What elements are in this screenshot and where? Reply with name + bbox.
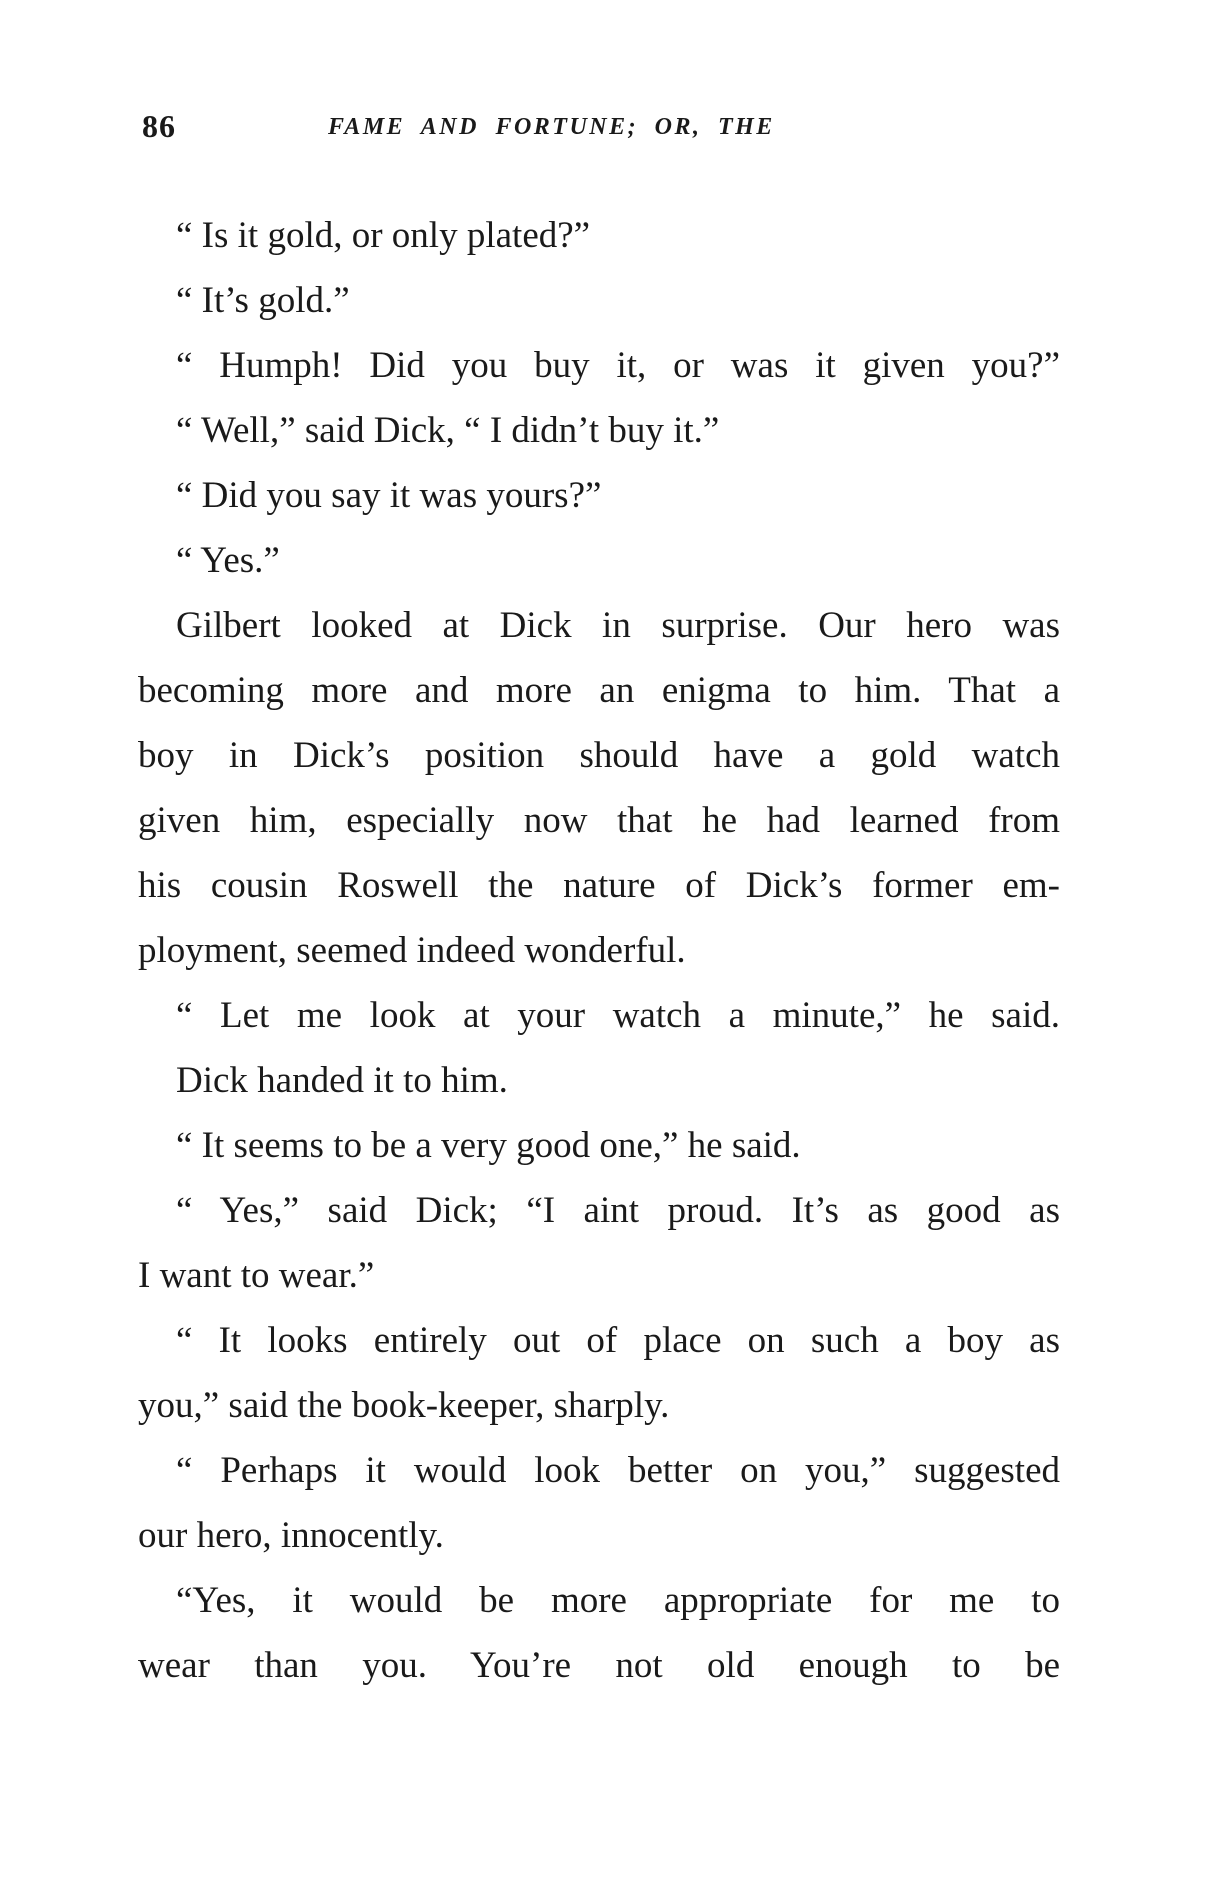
page-number: 86 [142, 108, 176, 144]
text-line: “ Well,” said Dick, “ I didn’t buy it.” [176, 410, 720, 451]
body-text [138, 203, 1060, 1698]
page-header [138, 108, 1068, 148]
text-line: “ Did you say it was yours?” [176, 475, 602, 516]
text-line: “ Is it gold, or only plated?” [176, 215, 591, 256]
text-line: Dick handed it to him. [176, 1060, 508, 1101]
text-line: ployment, seemed indeed wonderful. [138, 930, 686, 971]
text-line: “ It seems to be a very good one,” he said. [176, 1125, 801, 1166]
text-line: “ Let me look at your watch a minute,” he said. [176, 995, 1060, 1036]
text-line: “ Perhaps it would look better on you,” suggested [176, 1450, 1060, 1491]
text-line: our hero, innocently. [138, 1515, 444, 1556]
text-line: “ It’s gold.” [176, 280, 350, 321]
text-line: “ Yes,” said Dick; “I aint proud. It’s as good as [176, 1190, 1060, 1231]
text-line: “ It looks entirely out of place on such a boy as [176, 1320, 1060, 1361]
text-line: Gilbert looked at Dick in surprise. Our hero was [176, 605, 1060, 646]
text-line: “ Yes.” [176, 540, 280, 581]
text-line: I want to wear.” [138, 1255, 375, 1296]
text-line: you,” said the book-keeper, sharply. [138, 1385, 670, 1426]
text-line: his cousin Roswell the nature of Dick’s former em- [138, 865, 1060, 906]
text-line: given him, especially now that he had learned from [138, 800, 1060, 841]
text-line: becoming more and more an enigma to him. That a [138, 670, 1060, 711]
running-title: FAME AND FORTUNE; OR, THE [328, 114, 775, 140]
text-line: “Yes, it would be more appropriate for me to [176, 1580, 1060, 1621]
text-line: boy in Dick’s position should have a gold watch [138, 735, 1060, 776]
text-line: “ Humph! Did you buy it, or was it given you?” [176, 345, 1060, 386]
text-line: wear than you. You’re not old enough to be [138, 1645, 1060, 1686]
